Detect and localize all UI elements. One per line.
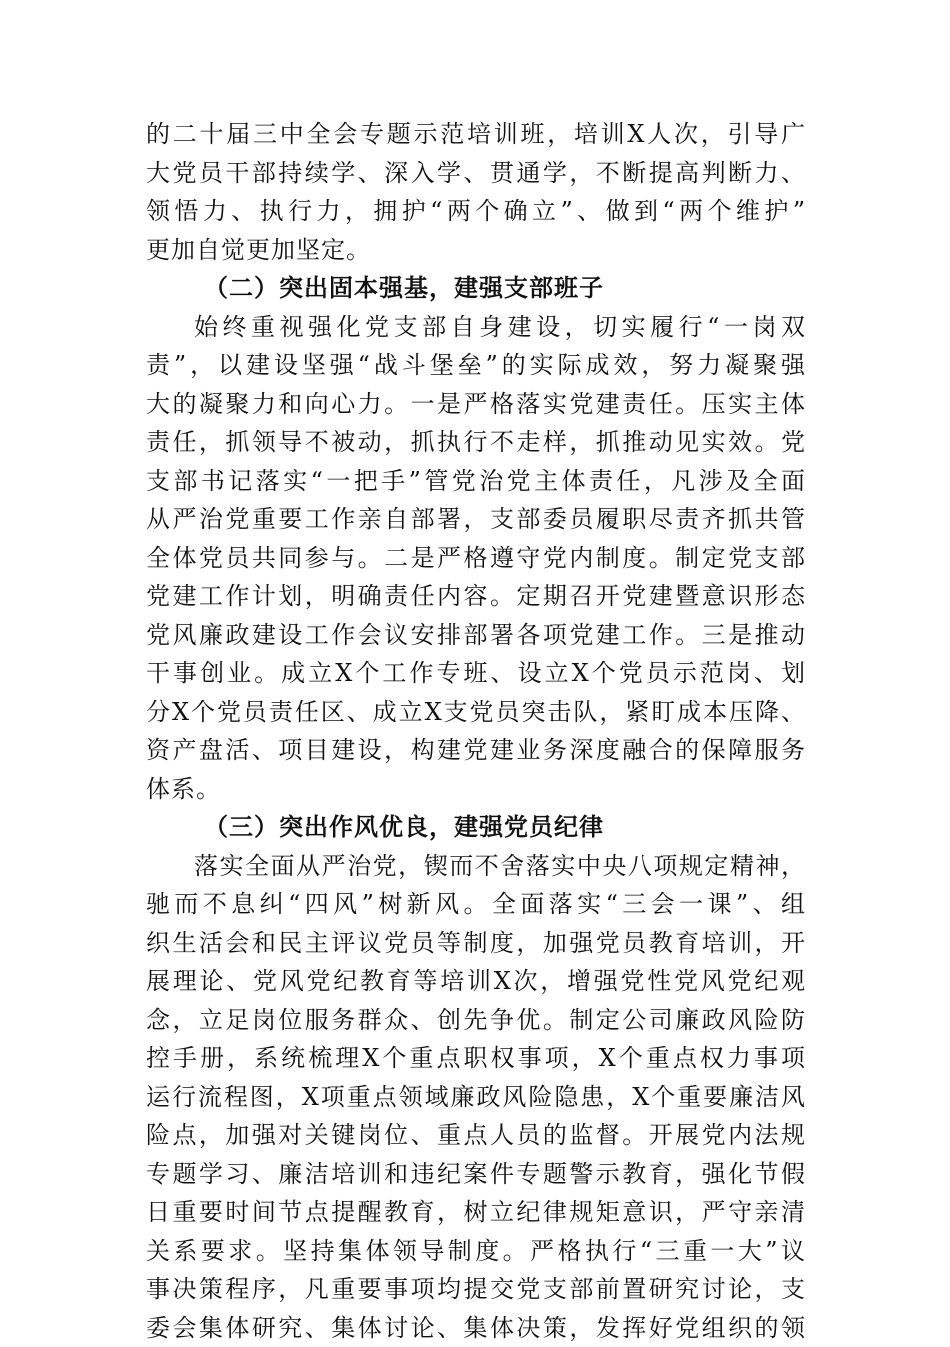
body-line: 支部书记落实“一把手”管党治党主体责任，凡涉及全面	[146, 462, 806, 501]
body-line: 委会集体研究、集体讨论、集体决策，发挥好党组织的领	[146, 1309, 806, 1347]
body-line: 大党员干部持续学、深入学、贯通学，不断提高判断力、	[146, 154, 806, 193]
section-heading-2: （二）突出固本强基，建强支部班子	[146, 269, 806, 308]
document-body	[146, 115, 806, 1347]
body-line: 织生活会和民主评议党员等制度，加强党员教育培训，开	[146, 924, 806, 963]
body-line: 责”，以建设坚强“战斗堡垒”的实际成效，努力凝聚强	[146, 346, 806, 385]
body-line: 领悟力、执行力，拥护“两个确立”、做到“两个维护”	[146, 192, 806, 231]
body-line: 展理论、党风党纪教育等培训X次，增强党性党风党纪观	[146, 962, 806, 1001]
body-line: 大的凝聚力和向心力。一是严格落实党建责任。压实主体	[146, 385, 806, 424]
body-line: 险点，加强对关键岗位、重点人员的监督。开展党内法规	[146, 1116, 806, 1155]
section-heading-3: （三）突出作风优良，建强党员纪律	[146, 808, 806, 847]
body-line: 党风廉政建设工作会议安排部署各项党建工作。三是推动	[146, 616, 806, 655]
body-line: 驰而不息纠“四风”树新风。全面落实“三会一课”、组	[146, 885, 806, 924]
body-line: 运行流程图，X项重点领域廉政风险隐患，X个重要廉洁风	[146, 1078, 806, 1117]
body-line: 的二十届三中全会专题示范培训班，培训X人次，引导广	[146, 115, 806, 154]
body-line: 日重要时间节点提醒教育，树立纪律规矩意识，严守亲清	[146, 1193, 806, 1232]
body-line: 分X个党员责任区、成立X支党员突击队，紧盯成本压降、	[146, 693, 806, 732]
body-line: 更加自觉更加坚定。	[146, 231, 806, 270]
paragraph-first-line: 始终重视强化党支部自身建设，切实履行“一岗双	[146, 308, 806, 347]
body-line: 干事创业。成立X个工作专班、设立X个党员示范岗、划	[146, 654, 806, 693]
body-line: 资产盘活、项目建设，构建党建业务深度融合的保障服务	[146, 731, 806, 770]
paragraph-first-line: 落实全面从严治党，锲而不舍落实中央八项规定精神，	[146, 847, 806, 886]
body-line: 党建工作计划，明确责任内容。定期召开党建暨意识形态	[146, 577, 806, 616]
body-line: 控手册，系统梳理X个重点职权事项，X个重点权力事项	[146, 1039, 806, 1078]
body-line: 念，立足岗位服务群众、创先争优。制定公司廉政风险防	[146, 1001, 806, 1040]
body-line: 责任，抓领导不被动，抓执行不走样，抓推动见实效。党	[146, 423, 806, 462]
body-line: 事决策程序，凡重要事项均提交党支部前置研究讨论，支	[146, 1270, 806, 1309]
body-line: 全体党员共同参与。二是严格遵守党内制度。制定党支部	[146, 539, 806, 578]
body-line: 关系要求。坚持集体领导制度。严格执行“三重一大”议	[146, 1232, 806, 1271]
body-line: 专题学习、廉洁培训和违纪案件专题警示教育，强化节假	[146, 1155, 806, 1194]
body-line: 体系。	[146, 770, 806, 809]
body-line: 从严治党重要工作亲自部署，支部委员履职尽责齐抓共管	[146, 500, 806, 539]
